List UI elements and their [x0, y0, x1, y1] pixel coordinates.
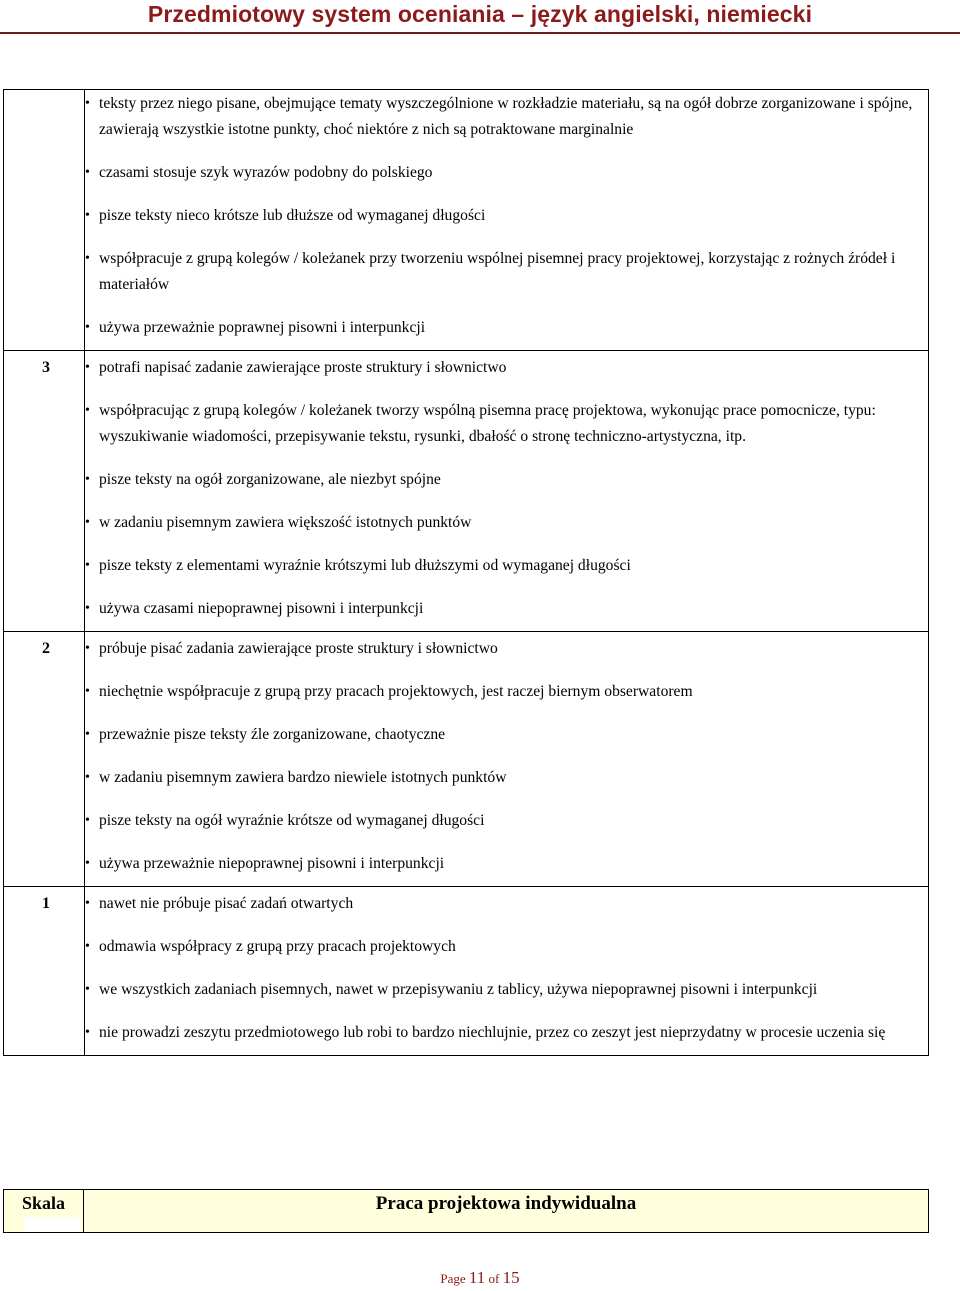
criteria-item: • używa przeważnie poprawnej pisowni i interpunkcji	[85, 315, 928, 341]
scale-label: Skala	[22, 1193, 66, 1213]
criteria-item: • teksty przez niego pisane, obejmujące tematy wyszczególnione w rozkładzie materiału, są na ogół dobrze zorganizowane i spójne, zawierają wszystkie istotne punkty, choć niektóre z nich są potraktowane marginalnie	[85, 91, 928, 143]
criteria-item: • niechętnie współpracuje z grupą przy pracach projektowych, jest raczej biernym obserwatorem	[85, 679, 928, 705]
criteria-cell	[85, 90, 929, 351]
grade-cell	[4, 887, 85, 1056]
criteria-item: • przeważnie pisze teksty źle zorganizowane, chaotyczne	[85, 722, 928, 748]
project-scale-table	[3, 1189, 929, 1233]
document-title: Przedmiotowy system oceniania – język angielski, niemiecki	[147, 1, 813, 27]
criteria-item: • próbuje pisać zadania zawierające proste struktury i słownictwo	[85, 636, 928, 662]
criteria-item: • używa przeważnie niepoprawnej pisowni i interpunkcji	[85, 851, 928, 877]
footer-total-pages: 15	[502, 1268, 520, 1287]
criteria-item: • potrafi napisać zadanie zawierające proste struktury i słownictwo	[85, 355, 928, 381]
criteria-list	[85, 355, 928, 622]
grade-cell	[4, 351, 85, 632]
criteria-item: • używa czasami niepoprawnej pisowni i interpunkcji	[85, 596, 928, 622]
grade-row	[4, 887, 929, 1056]
page-footer	[0, 1268, 960, 1288]
criteria-item: • odmawia współpracy z grupą przy pracach projektowych	[85, 934, 928, 960]
page-header	[0, 0, 960, 28]
criteria-item: • nawet nie próbuje pisać zadań otwartych	[85, 891, 928, 917]
criteria-item: • pisze teksty na ogół wyraźnie krótsze od wymaganej długości	[85, 808, 928, 834]
criteria-list	[85, 636, 928, 877]
footer-page-word: Page	[440, 1271, 466, 1286]
footer-page-number: 11	[468, 1268, 486, 1287]
grade-number: 1	[42, 895, 50, 912]
criteria-item: • pisze teksty z elementami wyraźnie krótszymi lub dłuższymi od wymaganej długości	[85, 553, 928, 579]
criteria-list	[85, 91, 928, 341]
grading-table-body	[4, 90, 929, 1056]
criteria-item: • pisze teksty nieco krótsze lub dłuższe od wymaganej długości	[85, 203, 928, 229]
criteria-item: • współpracując z grupą kolegów / koleżanek tworzy wspólną pisemna pracę projektowa, wykonując prace pomocnicze, typu: wyszukiwanie wiadomości, przepisywanie tekstu, rysunki, dbałość o stronę techniczno-artystyczna, itp.	[85, 398, 928, 450]
criteria-list	[85, 891, 928, 1046]
scale-cell-blank	[24, 1217, 80, 1232]
criteria-item: • pisze teksty na ogół zorganizowane, ale niezbyt spójne	[85, 467, 928, 493]
grade-number: 3	[42, 359, 50, 376]
criteria-item: • nie prowadzi zeszytu przedmiotowego lub robi to bardzo niechlujnie, przez co zeszyt jest nieprzydatny w procesie uczenia się	[85, 1020, 928, 1046]
criteria-cell	[85, 632, 929, 887]
grade-cell	[4, 632, 85, 887]
grading-table	[3, 89, 929, 1056]
header-divider	[0, 32, 960, 34]
grade-row	[4, 632, 929, 887]
criteria-item: • w zadaniu pisemnym zawiera większość istotnych punktów	[85, 510, 928, 536]
scale-header-cell	[4, 1190, 84, 1232]
footer-of-word: of	[488, 1271, 500, 1286]
criteria-item: • we wszystkich zadaniach pisemnych, nawet w przepisywaniu z tablicy, używa niepoprawnej pisowni i interpunkcji	[85, 977, 928, 1003]
criteria-item: • współpracuje z grupą kolegów / koleżanek przy tworzeniu wspólnej pisemnej pracy projektowej, korzystając z rożnych źródeł i materiałów	[85, 246, 928, 298]
criteria-cell	[85, 351, 929, 632]
criteria-item: • w zadaniu pisemnym zawiera bardzo niewiele istotnych punktów	[85, 765, 928, 791]
grade-cell	[4, 90, 85, 351]
project-title: Praca projektowa indywidualna	[375, 1193, 637, 1214]
grade-number: 2	[42, 640, 50, 657]
grade-row	[4, 90, 929, 351]
criteria-item: • czasami stosuje szyk wyrazów podobny do polskiego	[85, 160, 928, 186]
grade-row	[4, 351, 929, 632]
criteria-cell	[85, 887, 929, 1056]
